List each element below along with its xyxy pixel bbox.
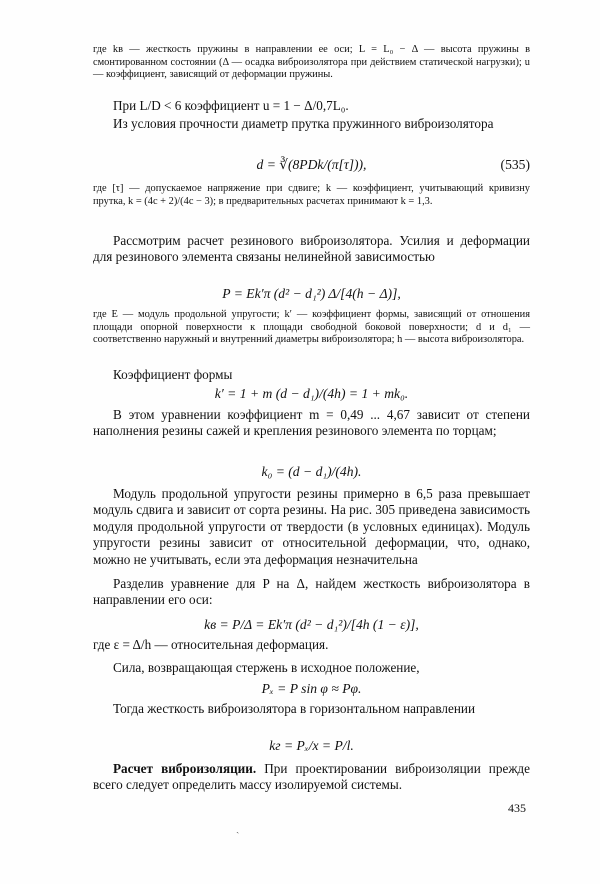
formula-535-expression: d = ∛(8PDk/(π[τ])),	[256, 157, 367, 172]
spring-stiffness-definition: где kв — жесткость пружины в направлении ее оси; L = L₀ − Δ — высота пружины в смонтированном состоянии (Δ — осадка виброизолятора при действием статической нагрузки); u — коэффициент, зависящий от деформации пружины.	[93, 44, 530, 81]
coefficient-m-paragraph: В этом уравнении коэффициент m = 0,49 ... 4,67 зависит от степени наполнения резины сажей и крепления резинового элемента по торцам;	[93, 407, 530, 439]
restoring-force-paragraph: Сила, возвращающая стержень в исходное положение,	[113, 660, 420, 675]
horizontal-stiffness-paragraph: Тогда жесткость виброизолятора в горизонтальном направлении	[113, 701, 476, 716]
formula-horizontal-force: Pₓ = P sin φ ≈ Pφ.	[261, 681, 362, 696]
formula-horizontal-stiffness: kг = Pₓ/x = P/l.	[269, 738, 354, 753]
isolation-calculation-text: При проектировании виброизоляции прежде всего следует определить массу изолируемой системы.	[93, 761, 530, 793]
isolation-calculation-paragraph	[93, 761, 530, 794]
formula-axial-stiffness: kв = P/Δ = Ek′π (d² − d₁²)/[4h (1 − ε)],	[204, 617, 419, 632]
ld-condition-paragraph: При L/D < 6 коэффициент u = 1 − Δ/0,7L₀.	[113, 98, 349, 113]
formula-rubber-force: P = Ek′π (d² − d₁²) Δ/[4(h − Δ)],	[222, 286, 401, 301]
elastic-modulus-definition: где E — модуль продольной упругости; k′ — коэффициент формы, зависящий от отношения площади опорной поверхности к площади свободной боковой поверхности; d и d₁ — соответственно наружный и внутренний диаметры виброизолятора; h — высота виброизолятора.	[93, 309, 530, 346]
formula-shape-coefficient: k′ = 1 + m (d − d₁)/(4h) = 1 + mk₀.	[214, 386, 409, 401]
shear-stress-definition: где [τ] — допускаемое напряжение при сдвиге; k — коэффициент, учитывающий кривизну прутка, k = (4c + 2)/(4c − 3); в предварительных расчетах принимают k = 1,3.	[93, 183, 530, 207]
rubber-isolator-paragraph: Рассмотрим расчет резинового виброизолятора. Усилия и деформации для резинового элемента связаны нелинейной зависимостью	[93, 233, 530, 265]
scan-speck: ˏ	[236, 823, 240, 834]
formula-k0: k₀ = (d − d₁)/(4h).	[261, 464, 362, 479]
rubber-modulus-paragraph: Модуль продольной упругости резины примерно в 6,5 раза превышает модуль сдвига и зависит от сорта резины. На рис. 305 приведена зависимость модуля продольной упругости от твердости (в условных единицах). Модуль упругости резины зависит от относительной деформации, что, однако, можно не учитывать, если эта деформация незначительна	[93, 486, 530, 567]
shape-coefficient-label: Коэффициент формы	[113, 367, 233, 382]
rod-diameter-paragraph: Из условия прочности диаметр прутка пружинного виброизолятора	[113, 116, 494, 131]
formula-535	[93, 156, 530, 173]
isolation-calculation-heading: Расчет виброизоляции.	[113, 761, 257, 776]
page-number: 435	[508, 801, 526, 815]
axial-stiffness-paragraph: Разделив уравнение для P на Δ, найдем жесткость виброизолятора в направлении его оси:	[93, 576, 530, 608]
relative-deformation-definition: где ε = Δ/h — относительная деформация.	[93, 637, 329, 652]
equation-number-535: (535)	[500, 157, 530, 172]
